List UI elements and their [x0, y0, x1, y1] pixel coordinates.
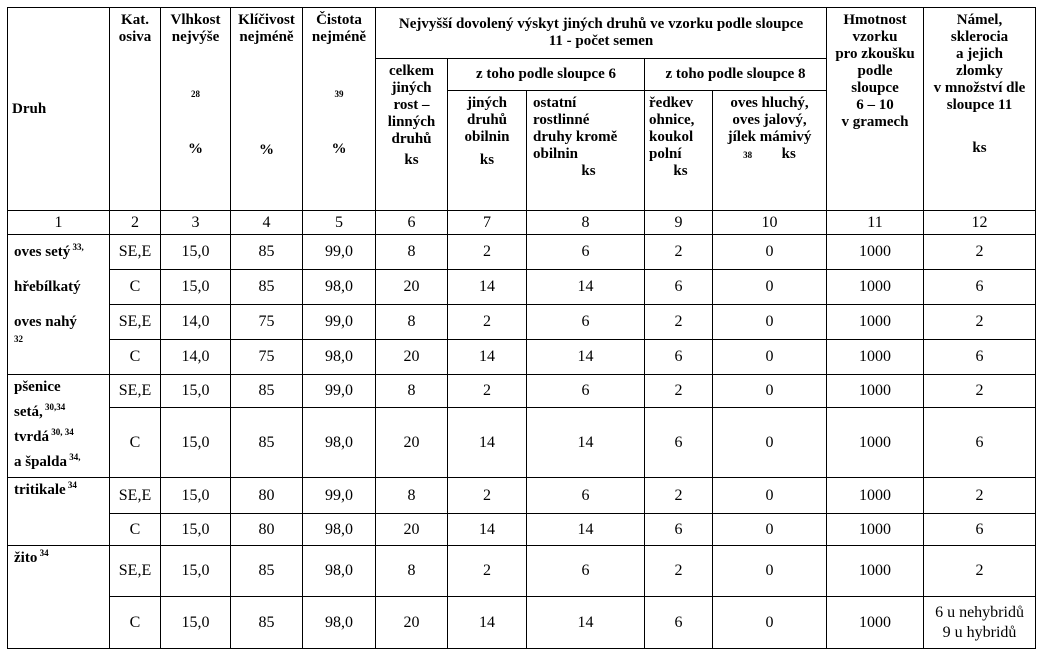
table-cell: 2	[645, 235, 713, 270]
header-namel-line6: sloupce 11	[946, 97, 1013, 113]
column-number-1: 1	[8, 211, 110, 235]
header-celkem-line1: celkem	[389, 63, 434, 79]
table-cell: 80	[231, 478, 303, 514]
table-cell: 0	[713, 305, 827, 340]
species-footnote: 30,34	[42, 402, 66, 412]
header-oves-hluchy	[713, 91, 827, 211]
header-kat-line1: Kat.	[121, 12, 149, 28]
species-name-text: tritikale	[14, 482, 66, 498]
table-cell: 6	[924, 408, 1036, 478]
header-redkev-line4: polní	[649, 146, 682, 162]
header-kat	[110, 8, 161, 211]
table-cell: 1000	[827, 340, 924, 375]
table-cell: 0	[713, 235, 827, 270]
table-cell: 8	[376, 478, 448, 514]
table-cell: 85	[231, 408, 303, 478]
header-jinych-line2: druhů	[466, 112, 508, 128]
header-ostatni-line3: druhy kromě	[533, 129, 618, 145]
header-jinych-obilnin	[448, 91, 527, 211]
table-cell: 1000	[827, 270, 924, 305]
table-cell: 1000	[827, 514, 924, 546]
species-name-line	[14, 425, 109, 450]
table-cell: 15,0	[161, 375, 231, 408]
header-redkev	[645, 91, 713, 211]
table-cell: 20	[376, 340, 448, 375]
header-ostatni-line4: obilnin	[533, 146, 579, 162]
species-name-text: oves setý	[14, 244, 71, 260]
header-druh-label: Druh	[12, 100, 47, 117]
species-name-line	[14, 270, 109, 305]
header-vlhkost-line1: Vlhkost	[170, 12, 221, 28]
table-cell-line: 9 u hybridů	[942, 623, 1017, 641]
header-redkev-unit: ks	[673, 163, 688, 179]
table-cell: 1000	[827, 597, 924, 649]
species-name-text: hřebílkatý	[14, 279, 81, 295]
header-cistota-line1: Čistota	[316, 12, 362, 28]
header-celkem-line3: rost –	[393, 97, 430, 113]
header-klicivost-line1: Klíčivost	[238, 12, 295, 28]
header-namel-line1: Námel,	[956, 12, 1003, 28]
table-cell: 14	[527, 270, 645, 305]
header-ztoho6	[448, 59, 645, 91]
species-name-text: a špalda	[14, 454, 67, 470]
table-cell: 85	[231, 270, 303, 305]
table-cell: 1000	[827, 408, 924, 478]
table-cell: 20	[376, 408, 448, 478]
table-cell: 98,0	[303, 270, 376, 305]
table-cell: 14	[527, 514, 645, 546]
table-cell: 1000	[827, 478, 924, 514]
header-vlhkost-footnote: 28	[191, 89, 200, 99]
header-namel-unit: ks	[972, 140, 987, 156]
column-number-7: 7	[448, 211, 527, 235]
table-cell	[924, 597, 1036, 649]
header-namel-line5: v množství dle	[933, 80, 1026, 96]
header-druh	[8, 8, 110, 211]
table-cell: 0	[713, 514, 827, 546]
species-name-cell	[8, 478, 110, 546]
table-cell: 2	[924, 375, 1036, 408]
table-cell: 99,0	[303, 375, 376, 408]
table-cell: 0	[713, 270, 827, 305]
species-footnote: 30, 34	[49, 427, 74, 437]
table-cell: 6	[527, 546, 645, 597]
header-celkem	[376, 59, 448, 211]
header-ostatni-line1: ostatní	[533, 95, 577, 111]
header-ztoho8-label: z toho podle sloupce 8	[665, 66, 806, 82]
species-name-text: pšenice	[14, 379, 61, 395]
table-cell: 6	[527, 235, 645, 270]
table-cell: 75	[231, 305, 303, 340]
species-name-text: oves nahý	[14, 314, 77, 330]
table-cell: 98,0	[303, 408, 376, 478]
table-cell: C	[110, 270, 161, 305]
table-cell: 15,0	[161, 546, 231, 597]
table-cell: 85	[231, 546, 303, 597]
table-cell: 85	[231, 235, 303, 270]
header-namel-line3: a jejich	[955, 46, 1004, 62]
table-cell: 8	[376, 375, 448, 408]
table-cell: SE,E	[110, 235, 161, 270]
table-cell: 15,0	[161, 408, 231, 478]
table-cell: 6	[645, 597, 713, 649]
table-cell: 15,0	[161, 514, 231, 546]
species-name-text: setá,	[14, 404, 43, 420]
species-name-cell	[8, 235, 110, 375]
header-hmotnost-line5: sloupce	[851, 80, 899, 96]
table-row	[8, 546, 1036, 597]
table-row	[8, 408, 1036, 478]
species-name-cell	[8, 546, 110, 649]
header-jinych-line3: obilnin	[464, 129, 510, 145]
table-cell: 14	[527, 408, 645, 478]
header-namel-line2: sklerocia	[950, 29, 1009, 45]
table-cell: 6	[924, 340, 1036, 375]
column-number-11: 11	[827, 211, 924, 235]
table-cell: 15,0	[161, 235, 231, 270]
table-cell: SE,E	[110, 375, 161, 408]
header-oves-hluchy-line3: jílek mámivý	[727, 129, 812, 145]
species-name-line	[14, 400, 109, 425]
table-cell: 14	[448, 514, 527, 546]
table-cell: SE,E	[110, 478, 161, 514]
table-cell: 98,0	[303, 340, 376, 375]
header-oves-hluchy-line1: oves hluchý,	[730, 95, 809, 111]
table-cell: 6	[645, 270, 713, 305]
species-footnote: 34	[37, 548, 49, 558]
column-number-9: 9	[645, 211, 713, 235]
header-cistota-line2: nejméně	[311, 29, 367, 45]
header-redkev-line3: koukol	[649, 129, 694, 145]
table-row	[8, 478, 1036, 514]
table-cell: 98,0	[303, 546, 376, 597]
table-cell: 14	[448, 340, 527, 375]
table-cell: 15,0	[161, 270, 231, 305]
table-cell: 1000	[827, 235, 924, 270]
table-cell: 2	[448, 235, 527, 270]
table-cell: 8	[376, 546, 448, 597]
table-cell: 2	[448, 546, 527, 597]
table-cell: 99,0	[303, 305, 376, 340]
table-cell: 20	[376, 514, 448, 546]
column-number-row	[8, 211, 1036, 235]
table-cell: 15,0	[161, 478, 231, 514]
column-number-5: 5	[303, 211, 376, 235]
table-cell: 1000	[827, 305, 924, 340]
header-cistota	[303, 8, 376, 211]
header-klicivost	[231, 8, 303, 211]
header-hmotnost-line2: vzorku	[852, 29, 898, 45]
header-cistota-unit: %	[331, 141, 347, 157]
table-cell: 14	[527, 597, 645, 649]
table-cell: 6	[924, 270, 1036, 305]
table-cell: 8	[376, 305, 448, 340]
table-cell: 2	[924, 546, 1036, 597]
header-ztoho8	[645, 59, 827, 91]
table-cell: 14	[448, 597, 527, 649]
table-cell: 2	[924, 235, 1036, 270]
table-row	[8, 340, 1036, 375]
table-row	[8, 235, 1036, 270]
species-footnote: 33,	[70, 242, 84, 252]
header-vyskyt	[376, 8, 827, 59]
table-cell: 15,0	[161, 597, 231, 649]
header-celkem-line4: linných	[387, 114, 436, 130]
table-row	[8, 270, 1036, 305]
table-cell: 8	[376, 235, 448, 270]
table-cell: 14,0	[161, 305, 231, 340]
table-cell: 2	[645, 546, 713, 597]
table-cell: 14	[527, 340, 645, 375]
column-number-2: 2	[110, 211, 161, 235]
species-name-text: tvrdá	[14, 429, 49, 445]
column-number-12: 12	[924, 211, 1036, 235]
table-cell: 98,0	[303, 514, 376, 546]
table-cell: 6	[645, 514, 713, 546]
header-vlhkost-unit: %	[188, 141, 203, 157]
table-cell: 6	[645, 340, 713, 375]
species-name-line	[14, 375, 109, 400]
header-klicivost-line2: nejméně	[239, 29, 294, 45]
table-cell: 2	[924, 478, 1036, 514]
table-cell: 85	[231, 597, 303, 649]
table-row	[8, 597, 1036, 649]
table-cell: C	[110, 408, 161, 478]
column-number-10: 10	[713, 211, 827, 235]
header-celkem-line2: jiných	[391, 80, 432, 96]
table-cell: 2	[448, 478, 527, 514]
header-hmotnost	[827, 8, 924, 211]
table-cell: 14	[448, 408, 527, 478]
table-cell: C	[110, 340, 161, 375]
table-cell: 0	[713, 546, 827, 597]
species-footnote: 34	[65, 480, 77, 490]
table-cell: 0	[713, 408, 827, 478]
header-hmotnost-line4: podle	[857, 63, 893, 79]
table-cell: 2	[645, 305, 713, 340]
header-vyskyt-line1: Nejvyšší dovolený výskyt jiných druhů ve vzorku podle sloupce	[398, 16, 804, 32]
species-name-line	[14, 546, 109, 570]
header-namel	[924, 8, 1036, 211]
table-cell: 14,0	[161, 340, 231, 375]
species-name-text: žito	[14, 550, 38, 566]
table-cell: 2	[924, 305, 1036, 340]
table-cell: 99,0	[303, 235, 376, 270]
header-celkem-unit: ks	[404, 152, 419, 168]
table-cell: C	[110, 597, 161, 649]
header-hmotnost-line6: 6 – 10	[856, 97, 894, 113]
species-name-line	[14, 478, 109, 502]
table-cell: 0	[713, 375, 827, 408]
header-hmotnost-line3: pro zkoušku	[835, 46, 915, 62]
table-cell: 20	[376, 597, 448, 649]
header-ostatni-unit: ks	[581, 163, 596, 179]
header-oves-hluchy-unit: ks	[781, 146, 796, 162]
species-name-line	[14, 450, 109, 475]
table-cell: C	[110, 514, 161, 546]
header-klicivost-unit: %	[259, 142, 274, 158]
table-cell: 0	[713, 340, 827, 375]
header-vyskyt-line2: 11 - počet semen	[548, 33, 654, 49]
table-cell: 98,0	[303, 597, 376, 649]
species-footnote: 34,	[66, 452, 81, 462]
species-name-line	[14, 235, 109, 270]
header-hmotnost-line7: v gramech	[841, 114, 909, 130]
header-ztoho6-label: z toho podle sloupce 6	[475, 66, 616, 82]
column-number-4: 4	[231, 211, 303, 235]
header-celkem-line5: druhů	[391, 131, 432, 147]
table-cell: 85	[231, 375, 303, 408]
table-cell: 6	[645, 408, 713, 478]
species-name-cell	[8, 375, 110, 478]
table-cell: 20	[376, 270, 448, 305]
table-cell: 2	[448, 375, 527, 408]
table-cell: 75	[231, 340, 303, 375]
header-oves-hluchy-footnote: 38	[743, 150, 753, 160]
table-cell-line: 6 u nehybridů	[935, 603, 1024, 621]
table-cell: 6	[527, 478, 645, 514]
table-cell: SE,E	[110, 305, 161, 340]
table-cell: 80	[231, 514, 303, 546]
header-jinych-line1: jiných	[466, 95, 507, 111]
seed-requirements-table	[7, 7, 1036, 649]
table-cell: 2	[645, 478, 713, 514]
header-hmotnost-line1: Hmotnost	[843, 12, 907, 28]
table-cell: 6	[924, 514, 1036, 546]
header-ostatni-line2: rostlinné	[533, 112, 590, 128]
table-cell: 1000	[827, 546, 924, 597]
header-vlhkost-line2: nejvýše	[171, 29, 220, 45]
header-redkev-line2: ohnice,	[649, 112, 695, 128]
header-vlhkost	[161, 8, 231, 211]
header-kat-line2: osiva	[118, 29, 152, 45]
header-oves-hluchy-line2: oves jalový,	[732, 112, 807, 128]
table-cell: 0	[713, 478, 827, 514]
table-cell: 2	[645, 375, 713, 408]
table-cell: 0	[713, 597, 827, 649]
header-ostatni	[527, 91, 645, 211]
table-cell: SE,E	[110, 546, 161, 597]
header-cistota-footnote: 39	[334, 89, 344, 99]
table-row	[8, 514, 1036, 546]
table-row	[8, 375, 1036, 408]
table-cell: 6	[527, 305, 645, 340]
table-cell: 99,0	[303, 478, 376, 514]
header-namel-line4: zlomky	[956, 63, 1003, 79]
table-cell: 6	[527, 375, 645, 408]
table-cell: 1000	[827, 375, 924, 408]
table-cell: 14	[448, 270, 527, 305]
species-footnote: 32	[14, 334, 23, 344]
table-cell: 2	[448, 305, 527, 340]
column-number-6: 6	[376, 211, 448, 235]
column-number-8: 8	[527, 211, 645, 235]
table-row	[8, 305, 1036, 340]
header-redkev-line1: ředkev	[649, 95, 694, 111]
column-number-3: 3	[161, 211, 231, 235]
header-jinych-unit: ks	[479, 152, 495, 168]
